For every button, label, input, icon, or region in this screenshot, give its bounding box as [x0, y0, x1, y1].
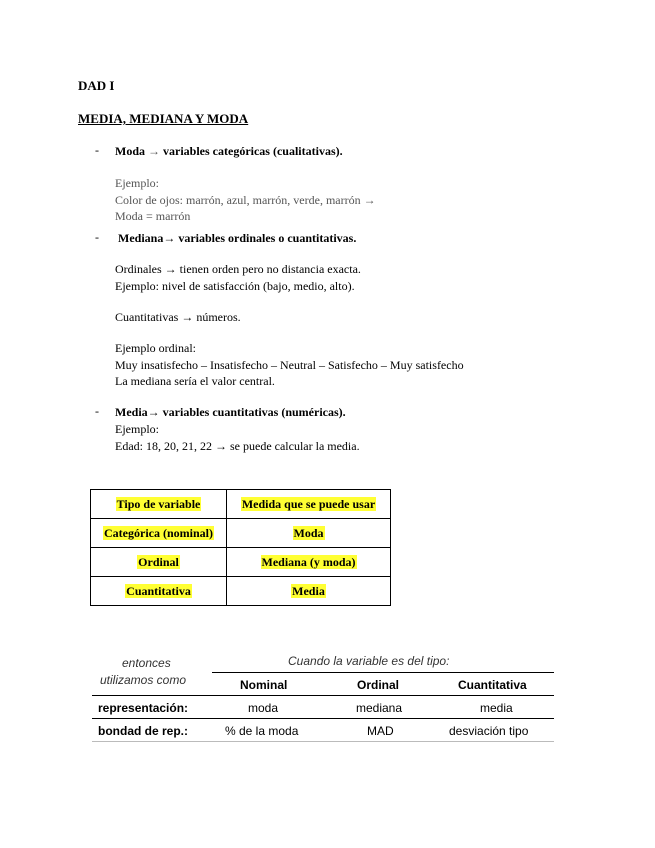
row-label: bondad de rep.:: [98, 724, 188, 738]
media-description: variables cuantitativas (numéricas).: [162, 405, 346, 419]
table-cell: moda: [248, 701, 279, 715]
divider: [92, 741, 554, 742]
corner-label: entonces: [122, 656, 171, 670]
mediana-heading: [118, 230, 356, 247]
arrow-icon: →: [163, 231, 176, 245]
media-line: Edad: 18, 20, 21, 22 → se puede calcular la media.: [115, 439, 360, 453]
table-row: [91, 577, 391, 606]
mediana-line: La mediana sería el valor central.: [115, 374, 275, 388]
table-cell: Ordinal: [91, 548, 227, 577]
mediana-description: variables ordinales o cuantitativas.: [178, 231, 357, 245]
mediana-line: Muy insatisfecho – Insatisfecho – Neutral – Satisfecho – Muy satisfecho: [115, 358, 464, 372]
table-cell: Mediana (y moda): [227, 548, 391, 577]
table-cell: Moda: [227, 519, 391, 548]
divider: [92, 695, 554, 696]
table-header-cell: Tipo de variable: [91, 490, 227, 519]
arrow-icon: →: [148, 144, 160, 158]
col-header: Ordinal: [357, 678, 400, 692]
table-cell: media: [480, 701, 513, 715]
col-header: Nominal: [240, 678, 288, 692]
mediana-line: Ejemplo: nivel de satisfacción (bajo, medio, alto).: [115, 279, 355, 293]
table-header-row: [91, 490, 391, 519]
summary-table-image: [92, 650, 557, 745]
moda-example-label: Ejemplo:: [115, 176, 159, 190]
table-cell: desviación tipo: [449, 724, 529, 738]
bullet-marker: -: [95, 230, 99, 244]
row-label: representación:: [98, 701, 189, 715]
arrow-icon: →: [147, 405, 160, 419]
media-heading: [115, 404, 346, 421]
divider: [92, 718, 554, 719]
table-cell: Cuantitativa: [91, 577, 227, 606]
section-title: MEDIA, MEDIANA Y MODA: [78, 111, 249, 126]
mediana-line: Ordinales → tienen orden pero no distancia exacta.: [115, 262, 361, 276]
table-cell: Categórica (nominal): [91, 519, 227, 548]
table-row: [91, 519, 391, 548]
table-caption: Cuando la variable es del tipo:: [288, 654, 450, 668]
col-header: Cuantitativa: [458, 678, 527, 692]
media-line: Ejemplo:: [115, 422, 159, 436]
moda-example-line: Color de ojos: marrón, azul, marrón, verde, marrón →: [115, 193, 376, 207]
mediana-line: Ejemplo ordinal:: [115, 341, 196, 355]
moda-description: variables categóricas (cualitativas).: [163, 144, 343, 158]
bullet-marker: -: [95, 404, 99, 418]
moda-term: Moda: [115, 144, 145, 158]
corner-label: utilizamos como: [100, 673, 187, 687]
moda-example-result: Moda = marrón: [115, 209, 191, 223]
measures-table: [90, 489, 391, 606]
mediana-line: Cuantitativas → números.: [115, 310, 241, 324]
table-header-cell: Medida que se puede usar: [227, 490, 391, 519]
mediana-term: Mediana: [118, 231, 164, 245]
table-cell: % de la moda: [225, 724, 299, 738]
table-cell: mediana: [356, 701, 403, 715]
divider: [212, 672, 554, 673]
bullet-marker: -: [95, 143, 99, 157]
table-row: [91, 548, 391, 577]
moda-heading: [115, 143, 343, 160]
unit-heading: DAD I: [78, 78, 115, 93]
media-term: Media: [115, 405, 148, 419]
table-cell: MAD: [367, 724, 394, 738]
table-cell: Media: [227, 577, 391, 606]
